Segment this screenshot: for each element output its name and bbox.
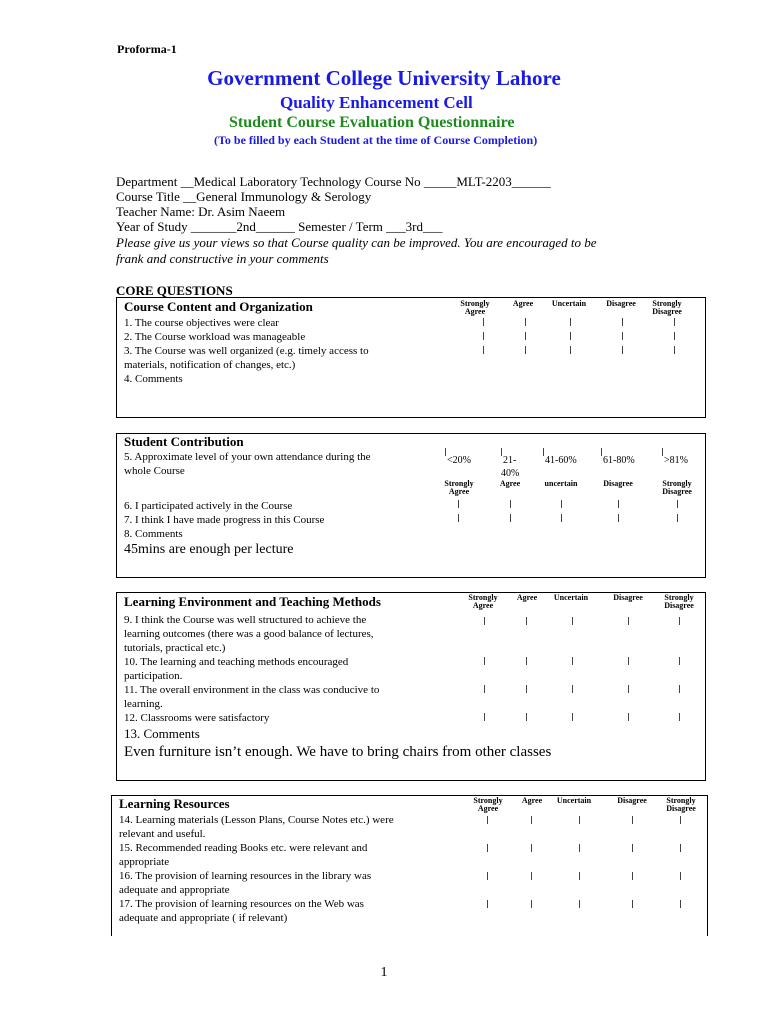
rating-mark[interactable]: [572, 713, 573, 721]
rating-mark[interactable]: [632, 872, 633, 880]
scale-disagree: Disagree: [613, 593, 643, 602]
section-learning-environment: [116, 592, 706, 781]
rating-mark[interactable]: [525, 318, 526, 326]
rating-mark[interactable]: [483, 332, 484, 340]
rating-mark[interactable]: [561, 500, 562, 508]
section-learning-resources: [111, 795, 708, 936]
scale-strongly-agree: Strongly Agree: [444, 479, 474, 496]
rating-mark[interactable]: [531, 816, 532, 824]
section-title: Course Content and Organization: [124, 299, 313, 314]
rating-mark[interactable]: [484, 713, 485, 721]
rating-mark[interactable]: [458, 514, 459, 522]
note-line-2: frank and constructive in your comments: [116, 251, 329, 266]
question-15: 15. Recommended reading Books etc. were relevant and appropriate: [119, 842, 368, 868]
rating-mark[interactable]: [525, 346, 526, 354]
scale-strongly-agree: Strongly Agree: [473, 796, 503, 813]
scale-disagree: Disagree: [617, 796, 647, 805]
scale-uncertain: Uncertain: [553, 593, 589, 602]
question-2: 2. The Course workload was manageable: [124, 331, 306, 343]
question-17: 17. The provision of learning resources on the Web was adequate and appropriate ( if relevant): [119, 898, 364, 924]
scale-strongly-disagree: Strongly Disagree: [662, 479, 692, 496]
rating-mark[interactable]: [579, 900, 580, 908]
rating-mark[interactable]: [483, 318, 484, 326]
rating-mark[interactable]: [674, 332, 675, 340]
scale-agree: Agree: [521, 796, 543, 805]
page-number: 1: [380, 965, 388, 980]
comment-text: Even furniture isn’t enough. We have to bring chairs from other classes: [124, 744, 552, 760]
rating-mark[interactable]: [487, 872, 488, 880]
comment-text: 45mins are enough per lecture: [124, 542, 294, 557]
question-3: 3. The Course was well organized (e.g. timely access to materials, notification of changes, etc.): [124, 345, 369, 371]
form-instruction: (To be filled by each Student at the time of Course Completion): [214, 133, 538, 147]
scale-uncertain: uncertain: [544, 479, 578, 488]
rating-mark[interactable]: [526, 657, 527, 665]
question-9: 9. I think the Course was well structured to achieve the learning outcomes (there was a good balance of lectures, tutorials, practical etc.): [124, 614, 374, 654]
note-line-1: Please give us your views so that Course quality can be improved. You are encouraged to be: [116, 235, 597, 250]
rating-mark[interactable]: [525, 332, 526, 340]
rating-mark[interactable]: [579, 816, 580, 824]
scale-strongly-disagree: Strongly Disagree: [664, 593, 694, 610]
question-7: 7. I think I have made progress in this Course: [124, 514, 325, 526]
rating-mark[interactable]: [531, 872, 532, 880]
question-5: 5. Approximate level of your own attendance during the whole Course: [124, 451, 371, 477]
rating-mark[interactable]: [487, 844, 488, 852]
scale-agree: Agree: [516, 593, 538, 602]
scale-disagree: Disagree: [603, 479, 633, 488]
question-6: 6. I participated actively in the Course: [124, 500, 293, 512]
rating-mark[interactable]: [628, 713, 629, 721]
question-10: 10. The learning and teaching methods encouraged participation.: [124, 656, 349, 682]
rating-mark[interactable]: [572, 685, 573, 693]
scale-agree: Agree: [499, 479, 521, 488]
rating-mark[interactable]: [458, 500, 459, 508]
rating-mark[interactable]: [677, 500, 678, 508]
rating-mark[interactable]: [628, 617, 629, 625]
attendance-option: >81%: [664, 455, 688, 466]
department-line: Department __Medical Laboratory Technology Course No _____MLT-2203______: [116, 174, 551, 189]
cell-title: Quality Enhancement Cell: [280, 93, 473, 112]
question-12: 12. Classrooms were satisfactory: [124, 712, 270, 724]
question-13-comments: 13. Comments: [124, 726, 200, 741]
rating-mark[interactable]: [484, 657, 485, 665]
scale-strongly-disagree: Strongly Disagree: [666, 796, 696, 813]
rating-mark[interactable]: [679, 713, 680, 721]
rating-mark[interactable]: [526, 685, 527, 693]
university-title: Government College University Lahore: [207, 66, 561, 90]
attendance-option: <20%: [447, 455, 471, 466]
rating-mark[interactable]: [484, 685, 485, 693]
attendance-mark[interactable]: [445, 448, 446, 456]
question-16: 16. The provision of learning resources in the library was adequate and appropriate: [119, 870, 372, 896]
rating-mark[interactable]: [572, 657, 573, 665]
scale-strongly-disagree: Strongly Disagree: [652, 299, 682, 316]
rating-mark[interactable]: [679, 685, 680, 693]
section-title: Learning Environment and Teaching Methods: [124, 594, 381, 609]
section-student-contribution: [116, 433, 706, 578]
scale-disagree: Disagree: [606, 299, 636, 308]
rating-mark[interactable]: [680, 844, 681, 852]
rating-mark[interactable]: [677, 514, 678, 522]
core-questions-label: CORE QUESTIONS: [116, 283, 233, 298]
rating-mark[interactable]: [622, 318, 623, 326]
attendance-mark[interactable]: [662, 448, 663, 456]
form-title: Student Course Evaluation Questionnaire: [229, 114, 515, 131]
rating-mark[interactable]: [579, 844, 580, 852]
rating-mark[interactable]: [526, 617, 527, 625]
attendance-option: 21-: [503, 455, 517, 466]
scale-strongly-agree: Strongly Agree: [460, 299, 490, 316]
rating-mark[interactable]: [510, 500, 511, 508]
rating-mark[interactable]: [572, 617, 573, 625]
rating-mark[interactable]: [487, 900, 488, 908]
proforma-label: Proforma-1: [117, 42, 177, 56]
section-title: Student Contribution: [124, 434, 244, 449]
scale-strongly-agree: Strongly Agree: [468, 593, 498, 610]
rating-mark[interactable]: [679, 617, 680, 625]
section-course-content: [116, 297, 706, 418]
rating-mark[interactable]: [622, 346, 623, 354]
rating-mark[interactable]: [570, 346, 571, 354]
attendance-mark[interactable]: [543, 448, 544, 456]
rating-mark[interactable]: [674, 346, 675, 354]
rating-mark[interactable]: [484, 617, 485, 625]
rating-mark[interactable]: [618, 500, 619, 508]
rating-mark[interactable]: [487, 816, 488, 824]
rating-mark[interactable]: [679, 657, 680, 665]
attendance-mark[interactable]: [501, 448, 502, 456]
rating-mark[interactable]: [632, 900, 633, 908]
question-14: 14. Learning materials (Lesson Plans, Course Notes etc.) were relevant and useful.: [119, 814, 394, 840]
course-title-line: Course Title __General Immunology & Serology: [116, 189, 372, 204]
rating-mark[interactable]: [632, 844, 633, 852]
rating-mark[interactable]: [570, 318, 571, 326]
rating-mark[interactable]: [531, 900, 532, 908]
rating-mark[interactable]: [526, 713, 527, 721]
attendance-mark[interactable]: [601, 448, 602, 456]
rating-mark[interactable]: [579, 872, 580, 880]
scale-uncertain: Uncertain: [551, 299, 587, 308]
rating-mark[interactable]: [531, 844, 532, 852]
rating-mark[interactable]: [510, 514, 511, 522]
question-8-comments: 8. Comments: [124, 528, 183, 540]
attendance-option: 40%: [501, 468, 520, 479]
question-4-comments: 4. Comments: [124, 373, 183, 385]
rating-mark[interactable]: [632, 816, 633, 824]
attendance-option: 61-80%: [603, 455, 635, 466]
rating-mark[interactable]: [680, 872, 681, 880]
question-11: 11. The overall environment in the class was conducive to learning.: [124, 684, 380, 710]
attendance-option: 41-60%: [545, 455, 577, 466]
rating-mark[interactable]: [628, 685, 629, 693]
rating-mark[interactable]: [628, 657, 629, 665]
rating-mark[interactable]: [680, 816, 681, 824]
teacher-line: Teacher Name: Dr. Asim Naeem: [116, 204, 286, 219]
rating-mark[interactable]: [561, 514, 562, 522]
scale-uncertain: Uncertain: [556, 796, 592, 805]
scale-agree: Agree: [512, 299, 534, 308]
question-1: 1. The course objectives were clear: [124, 317, 279, 329]
rating-mark[interactable]: [680, 900, 681, 908]
rating-mark[interactable]: [570, 332, 571, 340]
rating-mark[interactable]: [483, 346, 484, 354]
rating-mark[interactable]: [618, 514, 619, 522]
year-line: Year of Study _______2nd______ Semester / Term ___3rd___: [116, 219, 443, 234]
rating-mark[interactable]: [622, 332, 623, 340]
rating-mark[interactable]: [674, 318, 675, 326]
section-title: Learning Resources: [119, 796, 230, 811]
